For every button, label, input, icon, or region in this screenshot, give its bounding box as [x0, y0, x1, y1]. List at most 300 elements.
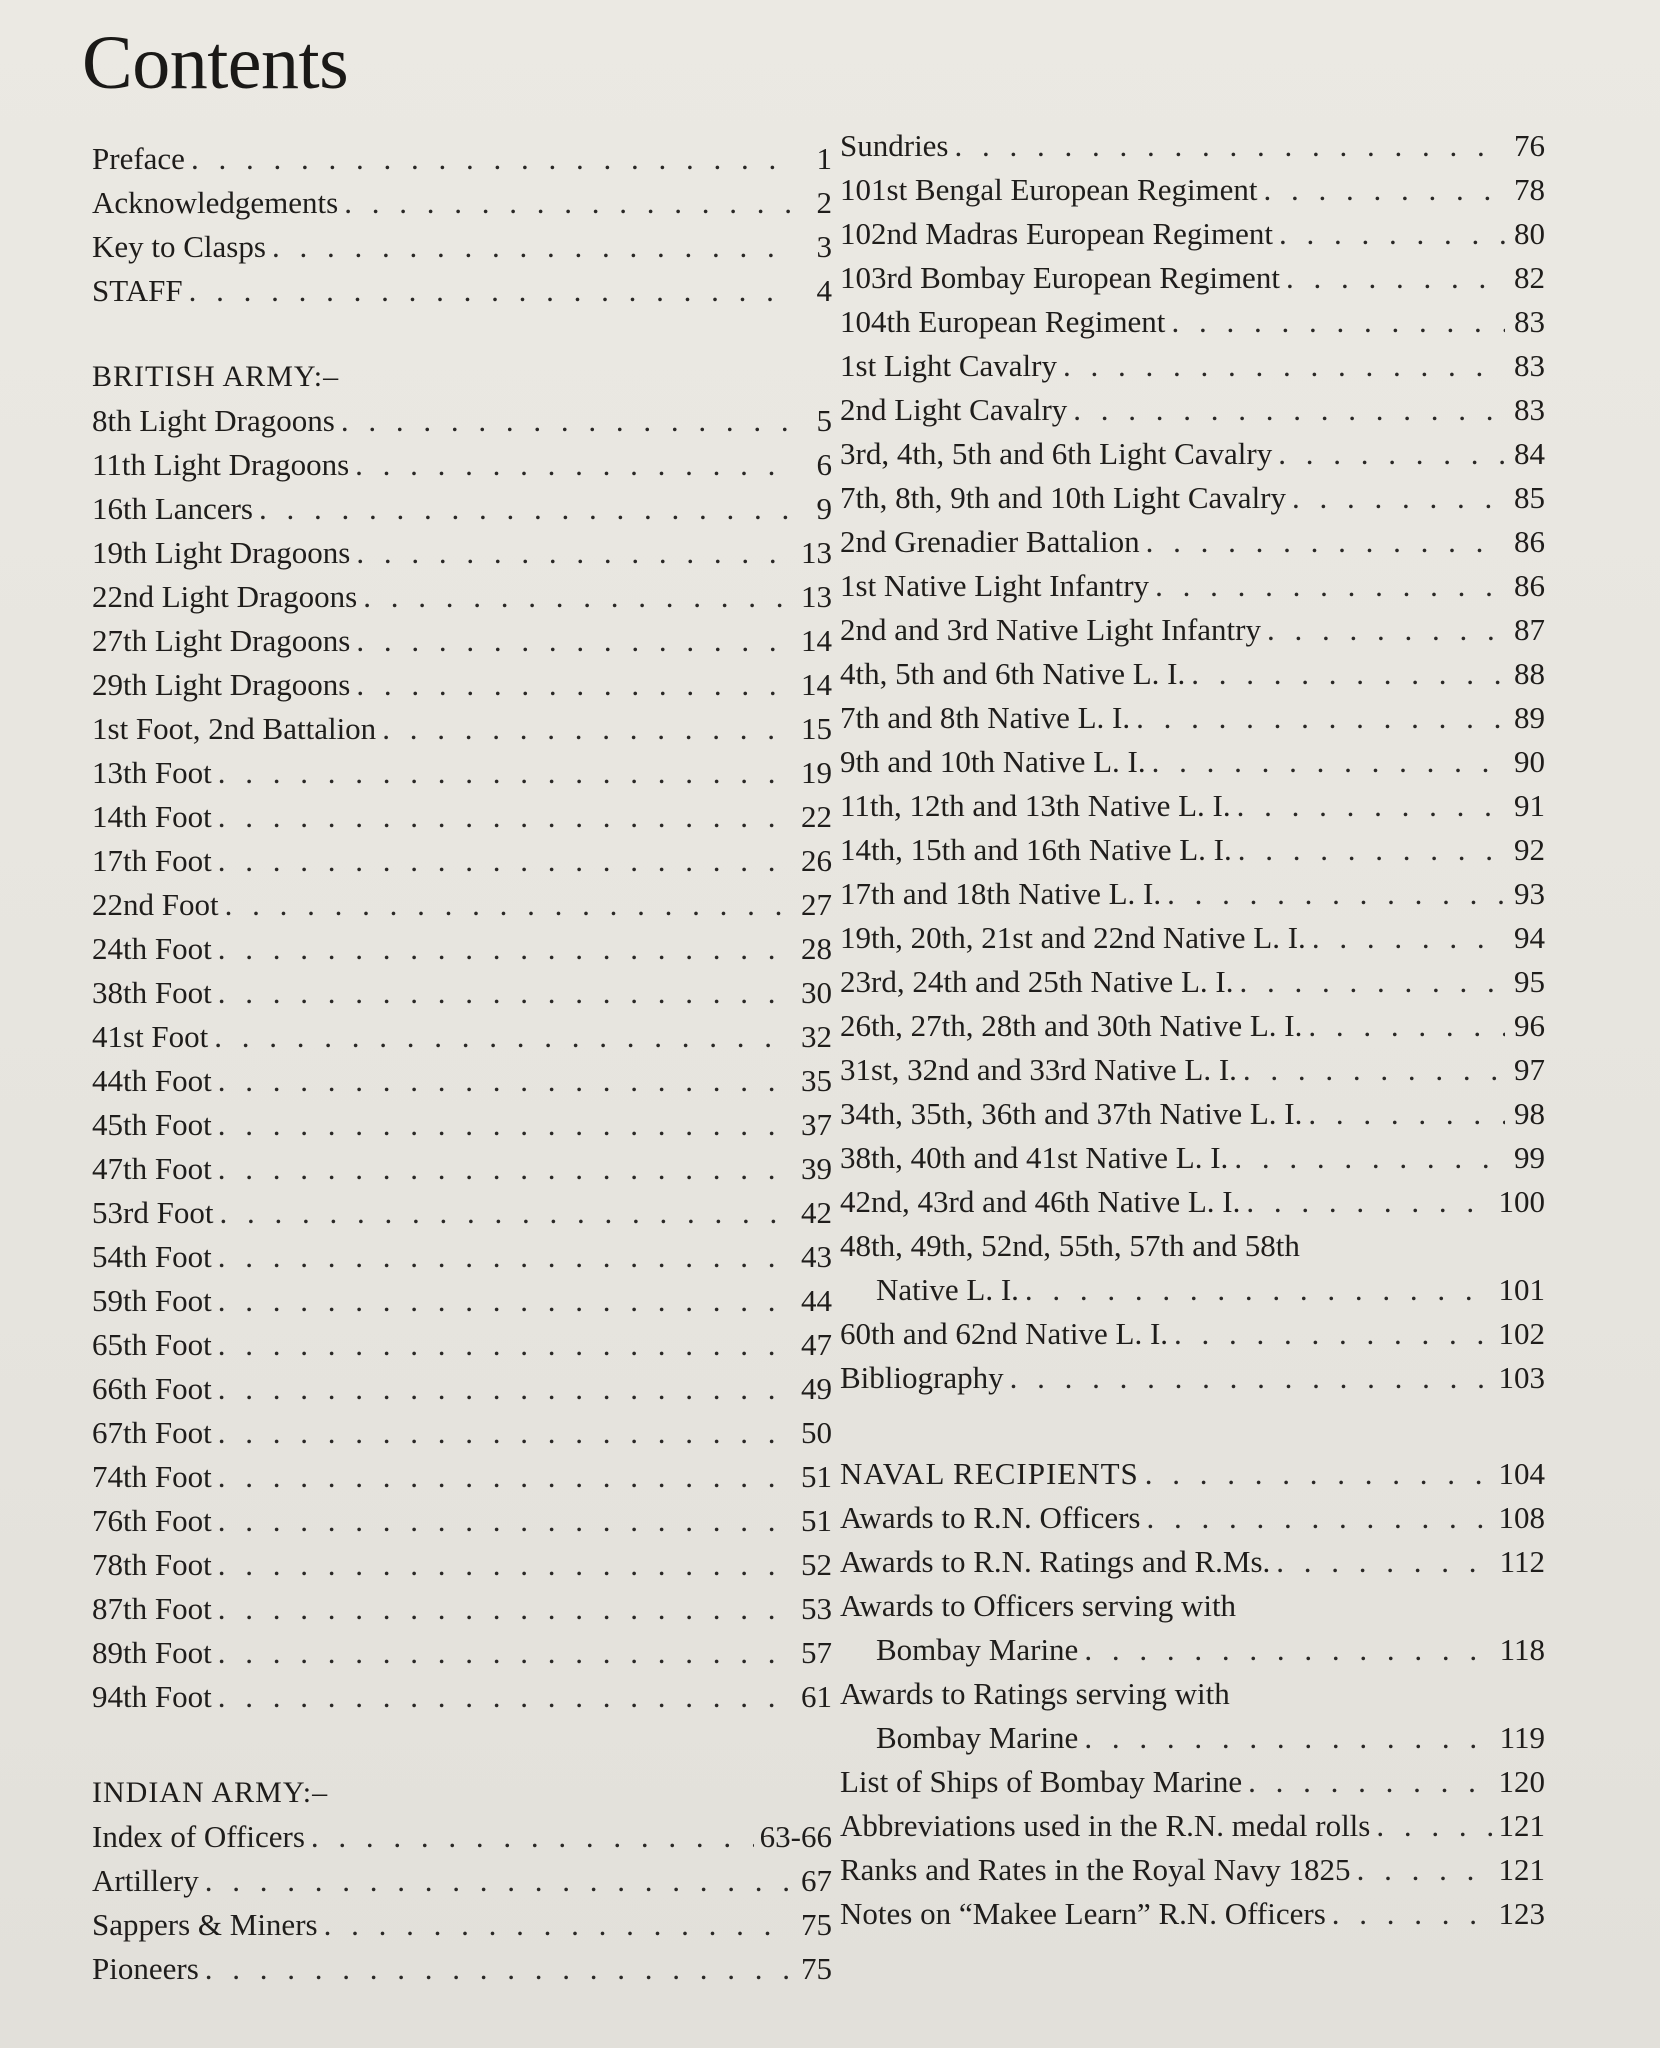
entry-label: 17th and 18th Native L. I. [840, 876, 1162, 911]
toc-entry [92, 1947, 832, 1991]
toc-entry [840, 476, 1545, 520]
entry-page: 98 [1514, 1096, 1545, 1131]
toc-entry [92, 751, 832, 795]
entry-label: 87th Foot [92, 1591, 212, 1626]
leader-dots [955, 124, 1506, 168]
entry-page: 80 [1514, 216, 1545, 251]
entry-page: 75 [801, 1951, 832, 1986]
entry-label: 44th Foot [92, 1063, 212, 1098]
leader-dots [1084, 1628, 1493, 1672]
entry-label-line2: Bombay Marine [876, 1720, 1079, 1755]
toc-entry [840, 388, 1545, 432]
entry-page: 103 [1498, 1360, 1545, 1395]
toc-entry [92, 269, 832, 313]
entry-page: 27 [801, 887, 832, 922]
entry-label: 1st Light Cavalry [840, 348, 1057, 383]
entry-label: 104th European Regiment [840, 304, 1166, 339]
indian-units-list [840, 124, 1545, 1224]
entry-label: 2nd Light Cavalry [840, 392, 1068, 427]
leader-dots [1025, 1268, 1493, 1312]
leader-dots [225, 883, 792, 927]
entry-page: 108 [1498, 1500, 1545, 1535]
leader-dots [1171, 300, 1505, 344]
front-matter-list [92, 137, 832, 313]
entry-page: 92 [1514, 832, 1545, 867]
toc-entry [92, 927, 832, 971]
toc-entry [840, 1804, 1545, 1848]
leader-dots [1146, 520, 1505, 564]
entry-page: 84 [1514, 436, 1545, 471]
leader-dots [218, 1631, 792, 1675]
toc-entry [92, 137, 832, 181]
entry-label: 41st Foot [92, 1019, 209, 1054]
toc-entry [840, 564, 1545, 608]
entry-page: 3 [816, 229, 832, 264]
entry-label: Awards to R.N. Ratings and R.Ms. [840, 1544, 1271, 1579]
entry-page: 50 [801, 1415, 832, 1450]
leader-dots [189, 269, 792, 313]
toc-entry [840, 916, 1545, 960]
entry-label: 8th Light Dragoons [92, 403, 335, 438]
entry-label: 7th and 8th Native L. I. [840, 700, 1131, 735]
entry-label: 22nd Foot [92, 887, 219, 922]
entry-label: 38th, 40th and 41st Native L. I. [840, 1140, 1229, 1175]
leader-dots [1243, 1048, 1505, 1092]
toc-entry [92, 1455, 832, 1499]
entry-page: 67 [801, 1863, 832, 1898]
leader-dots [1239, 960, 1505, 1004]
entry-label: 103rd Bombay European Regiment [840, 260, 1280, 295]
toc-entry [840, 740, 1545, 784]
leader-dots [1191, 652, 1505, 696]
entry-label: List of Ships of Bombay Marine [840, 1764, 1243, 1799]
leader-dots [218, 1499, 792, 1543]
toc-entry [92, 707, 832, 751]
toc-entry [840, 1496, 1545, 1540]
entry-label: 1st Foot, 2nd Battalion [92, 711, 377, 746]
toc-entry [840, 1848, 1545, 1892]
entry-label: 66th Foot [92, 1371, 212, 1406]
leader-dots [1063, 344, 1505, 388]
leader-dots [1010, 1356, 1493, 1400]
toc-entry [840, 344, 1545, 388]
left-column [92, 137, 832, 1991]
toc-entry [840, 696, 1545, 740]
entry-page: 94 [1514, 920, 1545, 955]
entry-page: 4 [816, 273, 832, 308]
toc-entry [92, 487, 832, 531]
toc-entry [92, 663, 832, 707]
entry-page: 86 [1514, 524, 1545, 559]
entry-page: 49 [801, 1371, 832, 1406]
entry-label: 11th, 12th and 13th Native L. I. [840, 788, 1231, 823]
toc-entry [840, 256, 1545, 300]
entry-label: 101st Bengal European Regiment [840, 172, 1258, 207]
leader-dots [272, 225, 792, 269]
toc-entry [92, 1147, 832, 1191]
toc-entry [92, 795, 832, 839]
leader-dots [218, 795, 792, 839]
toc-entry [92, 181, 832, 225]
toc-entry [840, 828, 1545, 872]
leader-dots [1278, 432, 1505, 476]
entry-page: 5 [816, 403, 832, 438]
entry-label: 13th Foot [92, 755, 212, 790]
entry-page: 88 [1514, 656, 1545, 691]
entry-label: 7th, 8th, 9th and 10th Light Cavalry [840, 480, 1287, 515]
entry-label-line1: Awards to Ratings serving with [840, 1676, 1230, 1711]
leader-dots [1238, 828, 1505, 872]
entry-label: 78th Foot [92, 1547, 212, 1582]
entry-label: Abbreviations used in the R.N. medal rolls [840, 1808, 1371, 1843]
toc-entry [92, 443, 832, 487]
toc-entry [840, 124, 1545, 168]
toc-entry [92, 1279, 832, 1323]
entry-page: 15 [801, 711, 832, 746]
entry-page: 119 [1499, 1720, 1545, 1755]
entry-label: 1st Native Light Infantry [840, 568, 1150, 603]
toc-entry [92, 1631, 832, 1675]
entry-page: 95 [1514, 964, 1545, 999]
indian-units-tail-list [840, 1312, 1545, 1400]
toc-entry [840, 652, 1545, 696]
toc-entry [92, 225, 832, 269]
entry-label: 76th Foot [92, 1503, 212, 1538]
entry-label: 74th Foot [92, 1459, 212, 1494]
entry-label: 47th Foot [92, 1151, 212, 1186]
leader-dots [1147, 1496, 1493, 1540]
entry-page: 43 [801, 1239, 832, 1274]
toc-entry [92, 883, 832, 927]
entry-label: Sundries [840, 128, 949, 163]
entry-label: 22nd Light Dragoons [92, 579, 358, 614]
leader-dots [355, 443, 792, 487]
entry-page: 102 [1498, 1316, 1545, 1351]
leader-dots [1276, 1540, 1493, 1584]
entry-label: 24th Foot [92, 931, 212, 966]
entry-page: 99 [1514, 1140, 1545, 1175]
toc-entry [840, 872, 1545, 916]
leader-dots [1308, 1092, 1505, 1136]
leader-dots [356, 663, 792, 707]
toc-entry [840, 1628, 1545, 1672]
leader-dots [218, 1059, 792, 1103]
spacer [92, 313, 832, 355]
entry-page: 83 [1514, 304, 1545, 339]
toc-entry [840, 1540, 1545, 1584]
leader-dots [1152, 740, 1505, 784]
toc-entry [840, 1716, 1545, 1760]
entry-label: Bibliography [840, 1360, 1004, 1395]
entry-label: Key to Clasps [92, 229, 266, 264]
entry-page: 6 [816, 447, 832, 482]
entry-page: 75 [801, 1907, 832, 1942]
leader-dots [218, 1103, 792, 1147]
toc-entry [840, 1268, 1545, 1312]
leader-dots [219, 1191, 792, 1235]
entry-page: 13 [801, 535, 832, 570]
naval-tail-list [840, 1760, 1545, 1936]
toc-entry [92, 399, 832, 443]
entry-page: 1 [816, 141, 832, 176]
section-heading-indian-army: INDIAN ARMY:– [92, 1776, 329, 1809]
entry-page: 121 [1498, 1852, 1545, 1887]
toc-entry [840, 608, 1545, 652]
entry-label: 60th and 62nd Native L. I. [840, 1316, 1169, 1351]
toc-entry [840, 1760, 1545, 1804]
entry-page: 42 [801, 1195, 832, 1230]
toc-entry [92, 1903, 832, 1947]
leader-dots [356, 619, 792, 663]
entry-page: 91 [1514, 788, 1545, 823]
leader-dots [1292, 476, 1505, 520]
toc-entry [92, 1587, 832, 1631]
leader-dots [1376, 1804, 1492, 1848]
entry-page: 104 [1498, 1456, 1545, 1491]
toc-entry [840, 1004, 1545, 1048]
leader-dots [218, 927, 792, 971]
entry-page: 96 [1514, 1008, 1545, 1043]
entry-label: Awards to R.N. Officers [840, 1500, 1141, 1535]
entry-page: 97 [1514, 1052, 1545, 1087]
entry-page: 93 [1514, 876, 1545, 911]
entry-page: 100 [1498, 1184, 1545, 1219]
toc-entry [92, 575, 832, 619]
entry-label: 2nd Grenadier Battalion [840, 524, 1140, 559]
leader-dots [311, 1815, 754, 1859]
leader-dots [1167, 872, 1505, 916]
leader-dots [1237, 784, 1505, 828]
leader-dots [218, 1279, 792, 1323]
entry-page: 14 [801, 623, 832, 658]
leader-dots [1234, 1136, 1505, 1180]
entry-label-line2: Native L. I. [876, 1272, 1019, 1307]
leader-dots [1286, 256, 1505, 300]
toc-entry [840, 1356, 1545, 1400]
entry-label: NAVAL RECIPIENTS [840, 1456, 1139, 1491]
leader-dots [259, 487, 792, 531]
toc-entry [92, 1103, 832, 1147]
leader-dots [356, 531, 792, 575]
leader-dots [214, 1015, 792, 1059]
toc-entry [92, 1015, 832, 1059]
entry-page: 112 [1499, 1544, 1545, 1579]
entry-page: 39 [801, 1151, 832, 1186]
leader-dots [218, 1367, 792, 1411]
entry-label: 14th, 15th and 16th Native L. I. [840, 832, 1232, 867]
entry-page: 87 [1514, 612, 1545, 647]
toc-entry [92, 1323, 832, 1367]
entry-page: 86 [1514, 568, 1545, 603]
entry-label: 26th, 27th, 28th and 30th Native L. I. [840, 1008, 1303, 1043]
leader-dots [218, 839, 792, 883]
toc-entry [92, 1059, 832, 1103]
entry-label: 53rd Foot [92, 1195, 214, 1230]
toc-entry-multiline [840, 1584, 1545, 1672]
entry-page: 37 [801, 1107, 832, 1142]
leader-dots [218, 1411, 792, 1455]
toc-entry [92, 1543, 832, 1587]
toc-entry [840, 1892, 1545, 1936]
entry-label: 16th Lancers [92, 491, 253, 526]
entry-page: 63-66 [759, 1819, 832, 1854]
entry-page: 57 [801, 1635, 832, 1670]
entry-label: 42nd, 43rd and 46th Native L. I. [840, 1184, 1241, 1219]
entry-page: 26 [801, 843, 832, 878]
entry-page: 90 [1514, 744, 1545, 779]
entry-label: Acknowledgements [92, 185, 339, 220]
leader-dots [1174, 1312, 1492, 1356]
entry-page: 52 [801, 1547, 832, 1582]
leader-dots [344, 181, 792, 225]
leader-dots [218, 1455, 792, 1499]
toc-entry [92, 1815, 832, 1859]
toc-entry-multiline [840, 1224, 1545, 1312]
leader-dots [1248, 1760, 1492, 1804]
entry-label: 17th Foot [92, 843, 212, 878]
leader-dots [205, 1947, 792, 1991]
entry-label: 29th Light Dragoons [92, 667, 351, 702]
entry-page: 78 [1514, 172, 1545, 207]
entry-label: 59th Foot [92, 1283, 212, 1318]
entry-label: 54th Foot [92, 1239, 212, 1274]
toc-entry [840, 432, 1545, 476]
entry-label: 31st, 32nd and 33rd Native L. I. [840, 1052, 1237, 1087]
toc-entry [840, 1092, 1545, 1136]
entry-page: 51 [801, 1503, 832, 1538]
entry-label-line1: 48th, 49th, 52nd, 55th, 57th and 58th [840, 1228, 1300, 1263]
leader-dots [1246, 1180, 1492, 1224]
entry-label: Preface [92, 141, 185, 176]
british-army-list [92, 399, 832, 1719]
leader-dots [1073, 388, 1505, 432]
toc-entry [840, 1048, 1545, 1092]
entry-page: 118 [1499, 1632, 1545, 1667]
entry-page: 51 [801, 1459, 832, 1494]
leader-dots [191, 137, 792, 181]
entry-label: 94th Foot [92, 1679, 212, 1714]
entry-page: 82 [1514, 260, 1545, 295]
indian-army-list [92, 1815, 832, 1991]
entry-page: 83 [1514, 392, 1545, 427]
leader-dots [1155, 564, 1505, 608]
leader-dots [382, 707, 792, 751]
toc-entry [92, 1367, 832, 1411]
toc-entry [92, 1675, 832, 1719]
entry-label: 67th Foot [92, 1415, 212, 1450]
entry-label: STAFF [92, 273, 183, 308]
leader-dots [218, 1543, 792, 1587]
spacer [840, 1400, 1545, 1452]
entry-page: 61 [801, 1679, 832, 1714]
toc-entry [840, 960, 1545, 1004]
entry-page: 2 [816, 185, 832, 220]
entry-label: 9th and 10th Native L. I. [840, 744, 1146, 779]
toc-entry [840, 1180, 1545, 1224]
entry-label-line2: Bombay Marine [876, 1632, 1079, 1667]
entry-label: 65th Foot [92, 1327, 212, 1362]
entry-page: 14 [801, 667, 832, 702]
entry-page: 47 [801, 1327, 832, 1362]
entry-page: 28 [801, 931, 832, 966]
leader-dots [341, 399, 792, 443]
entry-page: 44 [801, 1283, 832, 1318]
entry-page: 35 [801, 1063, 832, 1098]
entry-page: 76 [1514, 128, 1545, 163]
section-heading-naval-recipients [840, 1452, 1545, 1496]
entry-page: 89 [1514, 700, 1545, 735]
toc-entry [840, 212, 1545, 256]
toc-entry [840, 168, 1545, 212]
toc-entry [840, 1312, 1545, 1356]
entry-label: Sappers & Miners [92, 1907, 318, 1942]
entry-label: 102nd Madras European Regiment [840, 216, 1274, 251]
leader-dots [1264, 168, 1505, 212]
entry-label: 34th, 35th, 36th and 37th Native L. I. [840, 1096, 1303, 1131]
entry-label-line1: Awards to Officers serving with [840, 1588, 1237, 1623]
leader-dots [218, 971, 792, 1015]
naval-list [840, 1496, 1545, 1584]
section-heading-british-army: BRITISH ARMY:– [92, 360, 340, 393]
entry-page: 30 [801, 975, 832, 1010]
leader-dots [1267, 608, 1505, 652]
entry-page: 9 [816, 491, 832, 526]
leader-dots [1357, 1848, 1493, 1892]
entry-label: Ranks and Rates in the Royal Navy 1825 [840, 1852, 1351, 1887]
entry-page: 32 [801, 1019, 832, 1054]
page-title: Contents [82, 21, 349, 105]
entry-label: Index of Officers [92, 1819, 305, 1854]
toc-entry [92, 1499, 832, 1543]
entry-label: 4th, 5th and 6th Native L. I. [840, 656, 1186, 691]
right-column [840, 124, 1545, 1936]
leader-dots [218, 1675, 792, 1719]
entry-label: 38th Foot [92, 975, 212, 1010]
entry-label: 27th Light Dragoons [92, 623, 351, 658]
entry-label: 11th Light Dragoons [92, 447, 350, 482]
toc-entry [840, 520, 1545, 564]
entry-label: 23rd, 24th and 25th Native L. I. [840, 964, 1234, 999]
leader-dots [1332, 1892, 1493, 1936]
toc-entry [840, 784, 1545, 828]
entry-page: 22 [801, 799, 832, 834]
leader-dots [1279, 212, 1505, 256]
leader-dots [1084, 1716, 1493, 1760]
toc-entry [92, 1191, 832, 1235]
leader-dots [1136, 696, 1505, 740]
leader-dots [1145, 1452, 1493, 1496]
entry-page: 53 [801, 1591, 832, 1626]
entry-page: 123 [1498, 1896, 1545, 1931]
toc-entry [840, 300, 1545, 344]
entry-label: Pioneers [92, 1951, 199, 1986]
entry-label: Notes on “Makee Learn” R.N. Officers [840, 1896, 1326, 1931]
entry-label: 3rd, 4th, 5th and 6th Light Cavalry [840, 436, 1273, 471]
entry-page: 101 [1498, 1272, 1545, 1307]
leader-dots [218, 1147, 792, 1191]
entry-page: 85 [1514, 480, 1545, 515]
toc-entry [92, 971, 832, 1015]
entry-label: 19th Light Dragoons [92, 535, 351, 570]
toc-entry-multiline [840, 1672, 1545, 1760]
entry-label: 89th Foot [92, 1635, 212, 1670]
toc-entry [840, 1136, 1545, 1180]
entry-page: 83 [1514, 348, 1545, 383]
toc-entry [92, 839, 832, 883]
leader-dots [218, 751, 792, 795]
entry-label: 14th Foot [92, 799, 212, 834]
leader-dots [1308, 1004, 1505, 1048]
